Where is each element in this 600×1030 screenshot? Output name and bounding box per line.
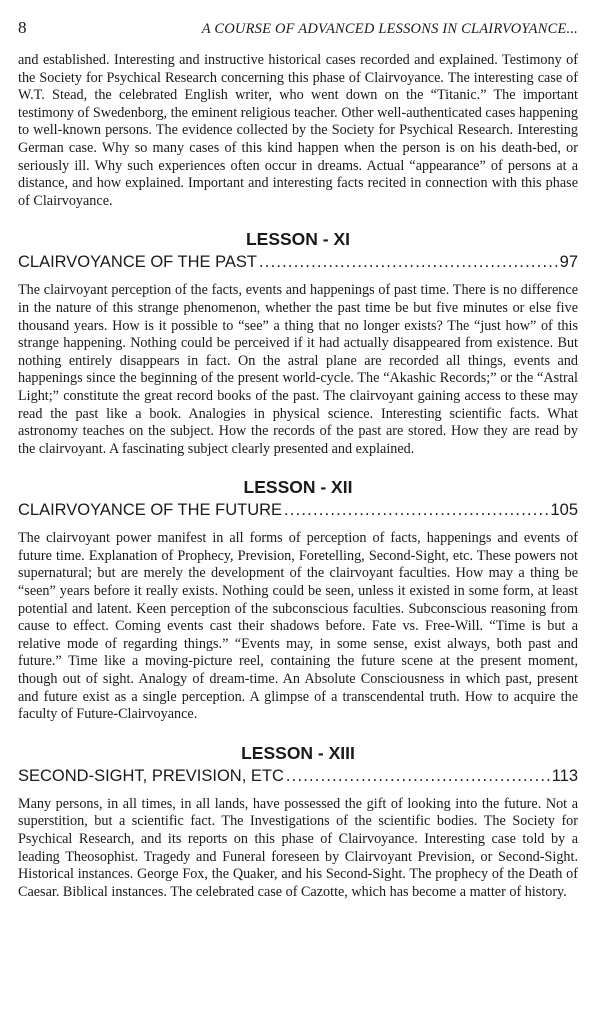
lesson-title: CLAIRVOYANCE OF THE PAST — [18, 253, 258, 272]
lesson-title-row — [18, 498, 578, 522]
lesson-11 — [18, 228, 578, 458]
lesson-summary: The clairvoyant power manifest in all forms of perception of facts, happenings and events of future time. Explanation of Prophecy, Prevision, Foretelling, Second-Sight, etc. These powers not supernatural; but are merely the development of the clairvoyant faculties. How may a thing be “seen” years before it really exists. Nothing could be seen, unless it existed in some form, at least potential and latent. Keen perception of the subconscious faculties. Subconscious reasoning from cause to effect. Coming events cast their shadows before. Fate vs. Free-Will. “Time is but a relative mode of regarding things.” “Events may, in some sense, exist always, both past and future.” Time like a moving-picture reel, containing the future scene at the present moment, though out of sight. Analogy of dream-time. An Absolute Consciousness in which past, present and future exist as a single perception. A glimpse of a transcendental truth. How to acquire the faculty of Future-Clairvoyance. — [18, 530, 578, 723]
page-header — [18, 18, 578, 46]
dot-leader — [259, 250, 558, 274]
lesson-title: SECOND-SIGHT, PREVISION, ETC — [18, 766, 284, 785]
lesson-summary: Many persons, in all times, in all lands, have possessed the gift of looking into the future. Not a superstition, but a scientific fact. The Investigations of the scientific bodies. The Society for Psychical Research, and its reports on this phase of Clairvoyance. Interesting case told by a leading Theosophist. Tragedy and Funeral foreseen by Clairvoyant Prevision, or Second-Sight. Historical instances. George Fox, the Quaker, and his Second-Sight. The prophecy of the Death of Caesar. Biblical instances. The celebrated case of Cazotte, which has become a matter of history. — [18, 795, 578, 900]
lesson-12 — [18, 476, 578, 724]
lesson-page-number: 113 — [551, 766, 578, 785]
lesson-title-row — [18, 764, 578, 788]
lesson-summary: The clairvoyant perception of the facts, events and happenings of past time. There is no difference in the nature of this strange phenomenon, whether the past time be but five minutes or else five thousand years. How is it possible to “see” a thing that no longer exists? The “just how” of this strange happening. Nothing could be perceived if it had actually disappeared from existence. But nothing entirely disappears in fact. On the astral plane are recorded all things, events and happenings since the beginning of the present world-cycle. The “Akashic Records;” or the “Astral Light;” constitute the great record books of the past. The clairvoyant gaining access to these may read the past like a book. Analogies in physical science. Interesting scientific facts. What astronomy teaches on the subject. How the records of the past are stored. How they are read by the clairvoyant. A fascinating subject clearly presented and explained. — [18, 282, 578, 457]
lesson-13 — [18, 742, 578, 902]
lesson-title: CLAIRVOYANCE OF THE FUTURE — [18, 501, 283, 520]
running-title: A COURSE OF ADVANCED LESSONS IN CLAIRVOYANCE... — [201, 21, 578, 37]
lesson-page-number: 105 — [550, 501, 578, 520]
dot-leader — [286, 764, 550, 788]
lesson-page-number: 97 — [559, 253, 578, 272]
dot-leader — [284, 498, 548, 522]
lesson-title-row — [18, 250, 578, 274]
lesson-heading: LESSON - XIII — [241, 742, 355, 763]
page-number: 8 — [18, 18, 27, 37]
book-page — [18, 18, 578, 901]
lesson-heading: LESSON - XI — [245, 229, 351, 250]
intro-paragraph: and established. Interesting and instructive historical cases recorded and explained. Testimony of the Society for Psychical Research concerning this phase of Clairvoyance. The interesting case of W.T. Stead, the celebrated English writer, who went down on the “Titanic.” The important testimony of Swedenborg, the eminent religious teacher. Other well-authenticated cases happening to well-known persons. The evidence collected by the Society for Psychical Research. Interesting German case. Why so many cases of this kind happen when the person is on his death-bed, or seriously ill. Why such experiences often occur in dreams. Actual “appearance” of persons at a distance, and how explained. Important and interesting facts recited in connection with this phase of Clairvoyance. — [18, 52, 578, 209]
lesson-heading: LESSON - XII — [243, 477, 353, 498]
